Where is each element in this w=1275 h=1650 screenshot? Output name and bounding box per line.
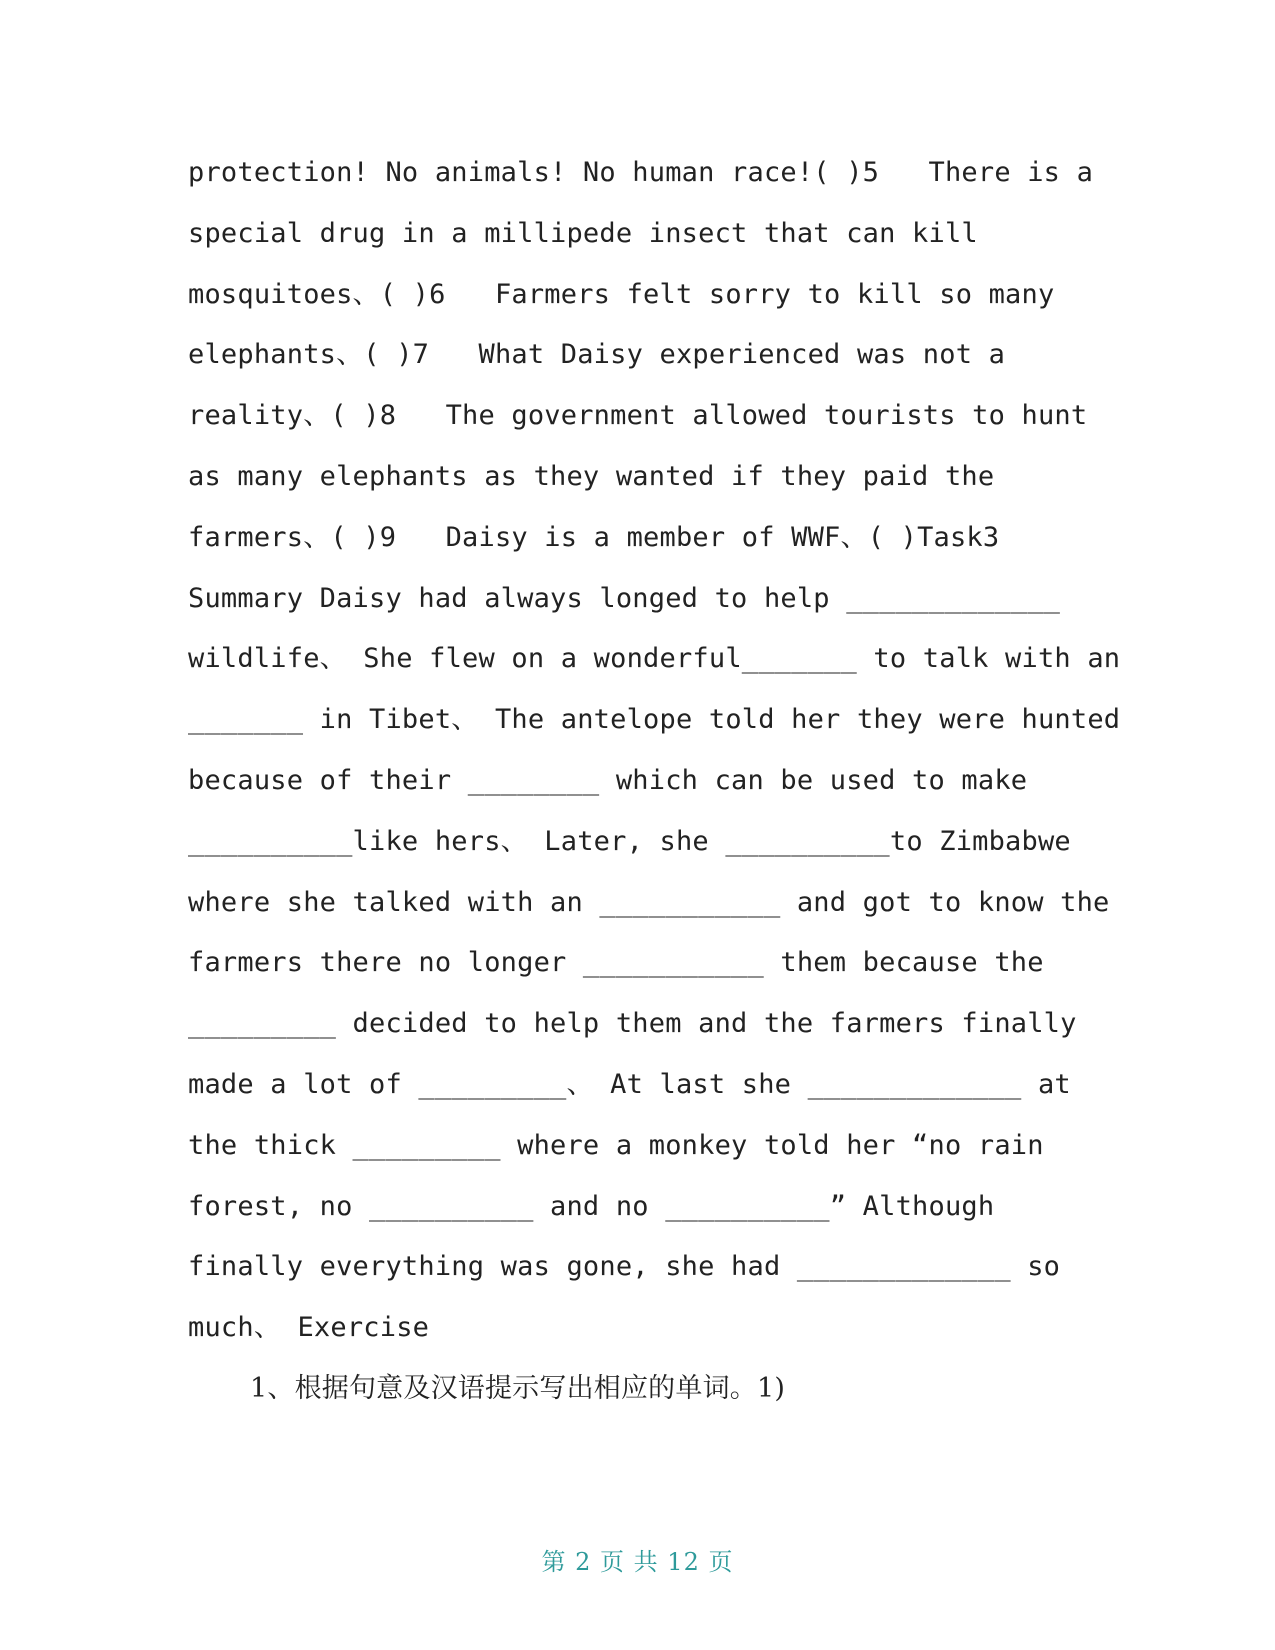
text-line: finally everything was gone, she had _____________ so [188,1251,1061,1283]
text-line: Summary Daisy had always longed to help _____________ [188,582,1061,614]
text-line: the thick _________ where a monkey told her “no rain [188,1129,1044,1161]
text-line: __________like hers、 Later, she __________to Zimbabwe [188,825,1071,857]
exercise-heading: 1、根据句意及汉语提示写出相应的单词。1) [250,1372,786,1404]
text-line: wildlife、 She flew on a wonderful_______ to talk with an [188,643,1121,675]
page-footer: 第 2 页 共 12 页 [541,1548,734,1576]
text-line: mosquitoes、( )6 Farmers felt sorry to kill so many [188,278,1055,310]
text-line: where she talked with an ___________ and got to know the [188,886,1110,918]
text-line: special drug in a millipede insect that can kill [188,217,978,249]
document-body [188,145,1121,1422]
text-line: reality、( )8 The government allowed tourists to hunt [188,400,1088,432]
text-line: made a lot of _________、 At last she _____________ at [188,1068,1071,1100]
text-line: farmers、( )9 Daisy is a member of WWF、( )Task3 [188,521,1000,553]
text-line: farmers there no longer ___________ them because the [188,947,1044,979]
text-line: much、 Exercise [188,1312,430,1344]
text-line: as many elephants as they wanted if they paid the [188,460,995,492]
text-line: elephants、( )7 What Daisy experienced was not a [188,339,1006,371]
text-line: _______ in Tibet、 The antelope told her they were hunted [188,704,1121,736]
text-line: forest, no __________ and no __________” Although [188,1190,995,1222]
text-line: because of their ________ which can be used to make [188,764,1028,796]
text-line: _________ decided to help them and the farmers finally [188,1008,1077,1040]
text-line: protection! No animals! No human race!( )5 There is a [188,157,1094,188]
